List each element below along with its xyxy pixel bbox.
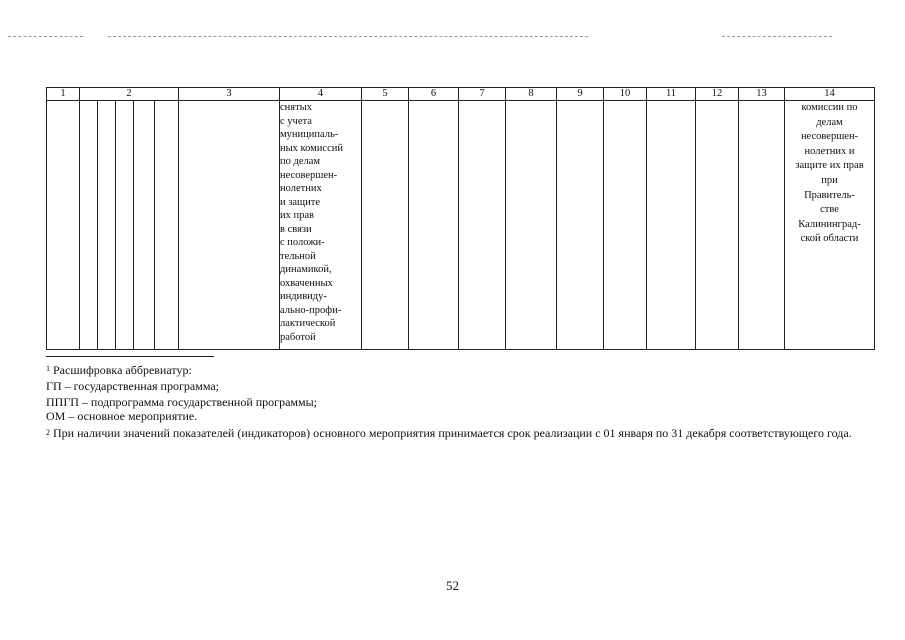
- col14-line: Калининград-: [798, 218, 861, 230]
- table-cell: [362, 101, 409, 350]
- header-cell: 14: [785, 88, 875, 101]
- col4-cell: [280, 101, 362, 350]
- table-header-row: [47, 88, 875, 101]
- table-cell: [647, 101, 696, 350]
- footnote-1-line: ГП – государственная программа;: [46, 379, 219, 393]
- col4-line: несовершен-: [280, 169, 338, 181]
- header-cell: 5: [362, 88, 409, 101]
- col4-line: их прав: [280, 210, 314, 221]
- header-cell: 1: [47, 88, 80, 101]
- table-cell: [506, 101, 557, 350]
- col4-line: в связи: [280, 223, 312, 235]
- footnote-separator: [46, 356, 214, 357]
- col14-line: ской области: [800, 233, 859, 245]
- table-cell: [557, 101, 604, 350]
- footnote-1-line: ОМ – основное мероприятие.: [46, 409, 198, 423]
- table-cell: [696, 101, 739, 350]
- col4-line: муниципаль-: [280, 129, 339, 140]
- footnote-2-mark: 2: [46, 428, 50, 437]
- page-number: 52: [446, 578, 459, 593]
- table-cell: [134, 101, 155, 350]
- header-cell: 3: [179, 88, 280, 101]
- col14-line: стве: [820, 204, 839, 216]
- col14-line: несовершен-: [800, 131, 859, 143]
- col4-line: с учета: [280, 115, 312, 127]
- col4-line: снятых: [280, 102, 313, 113]
- header-cell: 10: [604, 88, 647, 101]
- footnote-2-text: При наличии значений показателей (индикаторов) основного мероприятия принимается срок реализации с 01 января по 31 декабря соответствующего года.: [53, 426, 852, 440]
- col14-line: нолетних и: [804, 145, 855, 157]
- col14-cell: [785, 101, 875, 350]
- col4-line: охваченных: [280, 277, 333, 289]
- col14-line: Правитель-: [804, 189, 855, 201]
- col4-line: динамикой,: [280, 264, 332, 275]
- col14-line: делам: [816, 116, 843, 128]
- col14-line: комиссии по: [801, 102, 858, 113]
- col4-line: работой: [280, 331, 316, 343]
- footnote-2: [46, 425, 862, 441]
- col4-line: индивиду-: [280, 291, 327, 302]
- col4-line: ных комиссий: [280, 142, 343, 154]
- table-row: [47, 101, 875, 350]
- table-cell: [739, 101, 785, 350]
- table-cell: [98, 101, 116, 350]
- col4-line: по делам: [280, 156, 321, 167]
- table-cell: [116, 101, 134, 350]
- col4-line: лактической: [280, 318, 336, 329]
- col14-line: защите их прав: [795, 160, 864, 172]
- footnote-1-line: ППГП – подпрограмма государственной программы;: [46, 395, 317, 409]
- header-cell: 13: [739, 88, 785, 101]
- footnote-1-mark: 1: [46, 364, 50, 373]
- header-cell: 8: [506, 88, 557, 101]
- table-cell: [604, 101, 647, 350]
- scan-artifact-line-2: [108, 36, 588, 37]
- header-cell: 2: [80, 88, 179, 101]
- table-cell: [80, 101, 98, 350]
- header-cell: 7: [459, 88, 506, 101]
- table-cell: [459, 101, 506, 350]
- header-cell: 9: [557, 88, 604, 101]
- table-cell: [47, 101, 80, 350]
- header-cell: 4: [280, 88, 362, 101]
- scan-artifact-line-1: [8, 36, 83, 37]
- table-cell: [179, 101, 280, 350]
- header-cell: 11: [647, 88, 696, 101]
- header-cell: 6: [409, 88, 459, 101]
- footnote-1-title: [46, 363, 192, 377]
- table-cell: [155, 101, 179, 350]
- col4-line: с положи-: [280, 237, 325, 248]
- header-cell: 12: [696, 88, 739, 101]
- col4-line: и защите: [280, 196, 321, 208]
- col4-line: тельной: [280, 250, 316, 262]
- indicator-table: [46, 87, 875, 350]
- col4-line: ально-профи-: [280, 304, 342, 316]
- footnote-1-title-text: Расшифровка аббревиатур:: [53, 363, 192, 377]
- scan-artifact-line-3: [722, 36, 832, 37]
- col4-line: нолетних: [280, 183, 322, 194]
- col14-line: при: [821, 174, 838, 186]
- table-cell: [409, 101, 459, 350]
